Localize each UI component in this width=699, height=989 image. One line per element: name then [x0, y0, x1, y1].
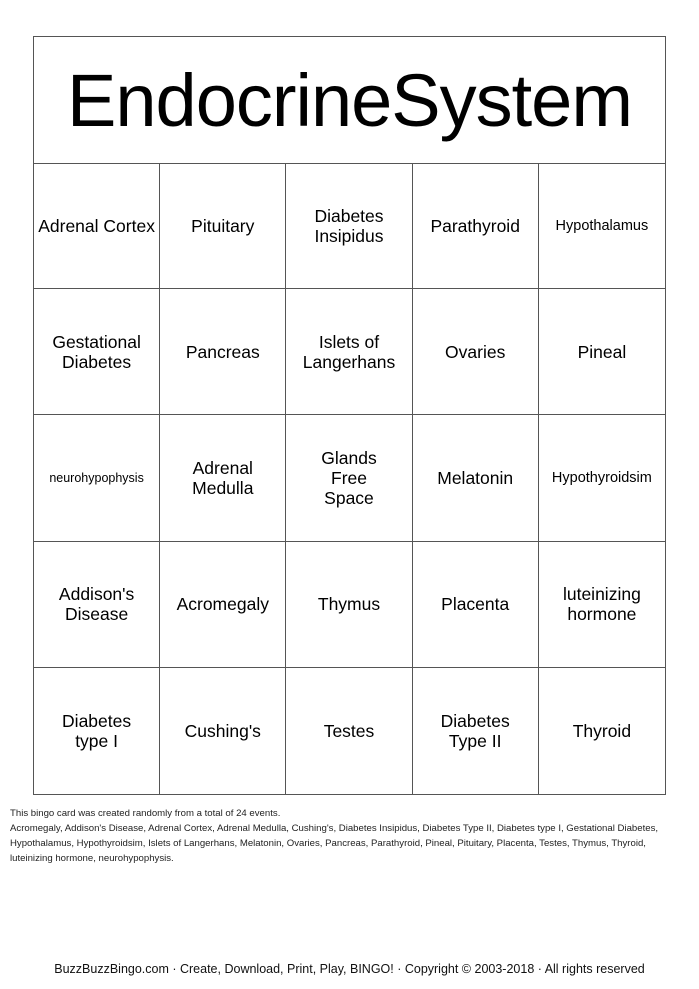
- bingo-cell: Pituitary: [160, 163, 286, 289]
- bingo-cell: Adrenal Cortex: [34, 163, 160, 289]
- bingo-cell: Thyroid: [572, 720, 632, 741]
- bingo-cell: neurohypophysis: [34, 415, 160, 541]
- bingo-card: [33, 36, 666, 795]
- info-events-list: Acromegaly, Addison's Disease, Adrenal Cortex, Adrenal Medulla, Cushing's, Diabetes Insipidus, Diabetes Type II, Diabetes type I, Gestational Diabetes, Hypothalamus, Hypothyroidsim, Islets of Langerhans, Melatonin, Ovaries, Pancreas, Parathyroid, Pineal, Pituitary, Placenta, Testes, Thymus, Thyroid, luteinizing hormone, neurohypophysis.: [10, 823, 659, 864]
- card-info: [10, 806, 690, 866]
- bingo-cell: Diabetes type I: [34, 668, 160, 794]
- bingo-cell: Acromegaly: [160, 542, 286, 668]
- bingo-cell: Pineal: [539, 289, 665, 415]
- bingo-cell: Cushing's: [160, 668, 286, 794]
- free-space-cell: Glands Free Space: [286, 415, 412, 541]
- bingo-cell: luteinizing hormone: [539, 542, 665, 668]
- bingo-cell: Islets of Langerhans: [286, 289, 412, 415]
- bingo-cell: Addison's Disease: [34, 542, 160, 668]
- bingo-cell: Hypothyroidsim: [539, 415, 665, 541]
- bingo-cell: Diabetes Insipidus: [286, 163, 412, 289]
- bingo-cell: Adrenal Medulla: [160, 415, 286, 541]
- bingo-cell: Diabetes Type II: [413, 668, 539, 794]
- card-title: EndocrineSystem: [34, 37, 665, 164]
- bingo-cell: Melatonin: [413, 415, 539, 541]
- bingo-cell: Thymus: [286, 542, 412, 668]
- bingo-cell: Gestational Diabetes: [34, 289, 160, 415]
- bingo-cell: Testes: [286, 668, 412, 794]
- info-summary: This bingo card was created randomly from a total of 24 events.: [10, 808, 281, 819]
- bingo-grid: [34, 163, 665, 794]
- bingo-cell: Ovaries: [413, 289, 539, 415]
- bingo-cell: Pancreas: [160, 289, 286, 415]
- bingo-cell: Placenta: [413, 542, 539, 668]
- bingo-cell: Parathyroid: [413, 163, 539, 289]
- footer-copyright: BuzzBuzzBingo.com · Create, Download, Print, Play, BINGO! · Copyright © 2003-2018 · All rights reserved: [54, 962, 645, 976]
- bingo-cell: Hypothalamus: [539, 163, 665, 289]
